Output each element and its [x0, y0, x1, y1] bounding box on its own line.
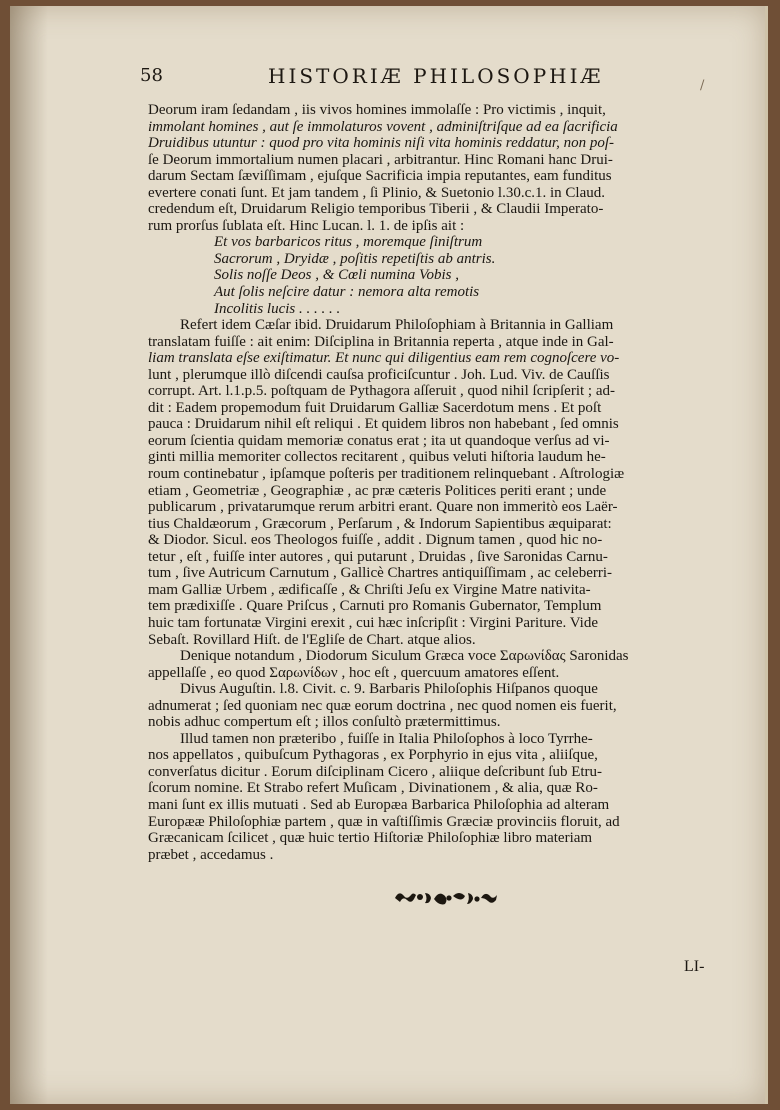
text-line: Druidibus utuntur : quod pro vita hominis niſi vita hominis reddatur, non poſ-: [148, 135, 614, 152]
text-line: immolant homines , aut ſe immolaturos vovent , adminiſtriſque ad ea ſacrificia: [148, 118, 618, 135]
text-line: Deorum iram ſedandam , iis vivos homines immolaſſe : Pro victimis , inquit,: [148, 102, 606, 118]
page-number: 58: [140, 65, 163, 86]
text-line: credendum eſt, Druidarum Religio temporibus Tiberii , & Claudii Imperato-: [148, 201, 604, 218]
text-line: tius Chaldæorum , Græcorum , Perſarum , & Indorum Sapientibus æquiparat:: [148, 515, 612, 532]
text-line: rum prorſus ſublata eſt. Hinc Lucan. l. 1. de ipſis ait :: [148, 217, 465, 234]
body-text: [148, 102, 728, 863]
text-line: præbet , accedamus .: [148, 846, 274, 863]
printer-ornament-icon: [393, 887, 501, 909]
text-line: evertere conati ſunt. Et jam tandem , ſi Plinio, & Suetonio l.30.c.1. in Claud.: [148, 184, 606, 201]
text-line: Europææ Philoſophiæ partem , quæ in vaſtiſſimis Græciæ provinciis floruit, ad: [148, 813, 620, 830]
text-line: Denique notandum , Diodorum Siculum Græca voce Σαρωνίδας Saronidas: [180, 648, 629, 665]
text-line: ſcorum nomine. Et Strabo refert Muſicam , Divinationem , & alia, quæ Ro-: [148, 780, 598, 797]
text-line: publicarum , privatarumque rerum arbitri erant. Quare non immeritò eos Laër-: [148, 499, 618, 516]
text-line: nos appellatos , quibuſcum Pythagoras , ex Porphyrio in ejus vita , aliiſque,: [148, 747, 598, 764]
verse-line: Incolitis lucis . . . . . .: [214, 300, 341, 317]
running-title: HISTORIÆ PHILOSOPHIÆ: [268, 64, 604, 88]
text-line: adnumerat ; ſed quoniam nec quæ eorum doctrina , nec quod nomen eis fuerit,: [148, 697, 617, 714]
text-line: roum continebatur , ipſamque poſteris per traditionem relinquebant . Aſtrologiæ: [148, 466, 625, 483]
text-line: Refert idem Cæſar ibid. Druidarum Philoſophiam à Britannia in Galliam: [180, 317, 614, 334]
text-line: mani ſunt ex illis mutuati . Sed ab Europæa Barbarica Philoſophia ad alteram: [148, 796, 610, 813]
text-line: Græcanicam ſcilicet , quæ huic tertio Hiſtoriæ Philoſophiæ libro materiam: [148, 830, 593, 847]
text-line: corrupt. Art. l.1.p.5. poſtquam de Pythagora aſſeruit , quod nihil ſcripſerit ; ad-: [148, 383, 615, 400]
verse-line: Sacrorum , Dryidæ , poſitis repetiſtis ab antris.: [214, 250, 496, 267]
text-line: converſatus dicitur . Eorum diſciplinam Cicero , aliique deſcribunt ſub Etru-: [148, 763, 603, 780]
page-gutter-shadow: [10, 6, 48, 1104]
text-line: tetur , eſt , fuiſſe inter autores , qui putarunt , Druidas , ſive Saronidas Carnu-: [148, 548, 608, 565]
corner-mark: /: [700, 78, 705, 93]
text-line: huic tam fortunatæ Virgini erexit , cui hæc inſcripſit : Virgini Pariture. Vide: [148, 614, 599, 631]
text-line: appellaſſe , eo quod Σαρωνίδων , hoc eſt , quercuum amatores eſſent.: [148, 664, 560, 681]
text-line: lunt , plerumque illò diſcendi cauſsa proficiſcuntur . Joh. Lud. Viv. de Cauſſis: [148, 366, 610, 383]
verse-line: Aut ſolis neſcire datur : nemora alta remotis: [214, 284, 480, 301]
text-line: darum Sectam ſæviſſimam , ejuſque Sacrificia impia reputantes, eam funditus: [148, 168, 612, 185]
text-line: & Diodor. Sicul. eos Theologos fuiſſe , addit . Dignum tamen , quod hic no-: [148, 532, 603, 549]
text-line: pauca : Druidarum nihil eſt reliqui . Et quidem libros non habebant , ſed omnis: [148, 416, 619, 433]
text-line: liam translata eſse exiſtimatur. Et nunc qui diligentius eam rem cognoſcere vo-: [148, 350, 620, 367]
text-line: Sebaſt. Rovillard Hiſt. de l'Egliſe de Chart. atque alios.: [148, 631, 476, 648]
text-line: translatam fuiſſe : ait enim: Diſciplina in Britannia reperta , atque inde in Gal-: [148, 333, 614, 350]
text-line: nobis adhuc compertum eſt ; illos conſultò prætermittimus.: [148, 714, 501, 731]
text-line: tum , ſive Autricum Carnutum , Gallicè Chartres antiquiſſimam , ac celeberri-: [148, 565, 613, 582]
text-line: dit : Eadem propemodum fuit Druidarum Galliæ Sacerdotum mens . Et poſt: [148, 399, 602, 416]
text-line: Divus Auguſtin. l.8. Civit. c. 9. Barbaris Philoſophis Hiſpanos quoque: [180, 681, 598, 698]
text-line: tem prædixiſſe . Quare Priſcus , Carnuti pro Romanis Gubernator, Templum: [148, 598, 602, 615]
text-line: Illud tamen non præteribo , fuiſſe in Italia Philoſophos à loco Tyrrhe-: [180, 730, 593, 747]
text-line: ginti millia memoriter collectos recitarent , quibus veluti hiſtoria laudum he-: [148, 449, 606, 466]
text-line: ſe Deorum immortalium numen placari , arbitrantur. Hinc Romani hanc Drui-: [148, 151, 613, 168]
catchword: LI-: [684, 958, 705, 975]
verse-line: Et vos barbaricos ritus , moremque ſiniſtrum: [214, 234, 483, 251]
verse-line: Solis noſſe Deos , & Cœli numina Vobis ,: [214, 267, 460, 284]
text-line: eorum ſcientia quidam memoriæ conatus erat ; ita ut quandoque verſus ad vi-: [148, 432, 610, 449]
text-line: etiam , Geometriæ , Geographiæ , ac præ cæteris Politices periti erant ; unde: [148, 482, 607, 499]
text-line: mam Galliæ Urbem , ædificaſſe , & Chriſti Jeſu ex Virgine Matre nativita-: [148, 581, 591, 598]
